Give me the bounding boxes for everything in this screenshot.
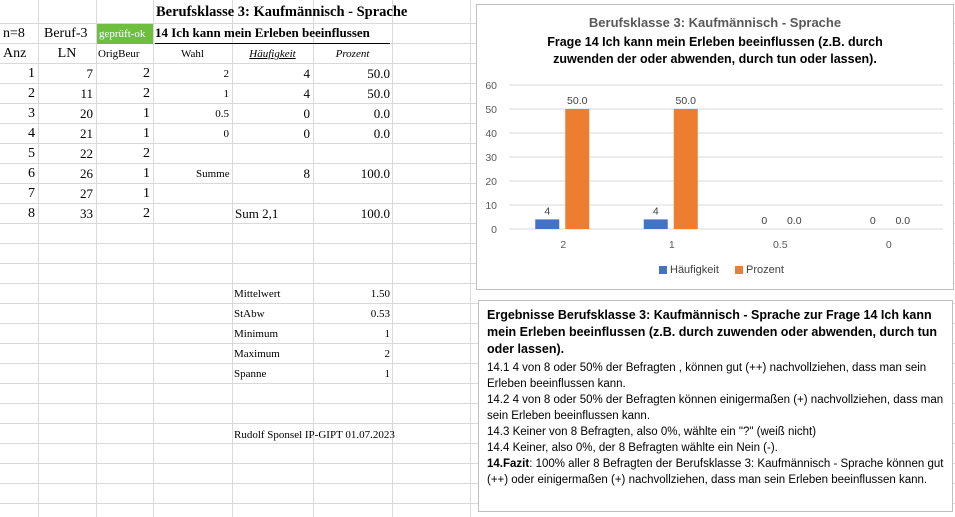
row-ln: 22 (80, 146, 93, 161)
row-origbeur: 2 (143, 206, 150, 221)
row-anz: 2 (28, 86, 35, 101)
freq-prozent: 50.0 (367, 86, 390, 101)
bar-prozent (674, 109, 698, 229)
y-tick-label: 40 (485, 128, 497, 140)
col-ln: LN (57, 46, 77, 61)
y-tick-label: 0 (491, 224, 497, 236)
summe-haeufigkeit: 8 (303, 166, 310, 181)
x-tick-label: 0.5 (772, 239, 788, 251)
legend-label-haeufigkeit: Häufigkeit (670, 264, 719, 276)
data-label: 0.0 (786, 215, 802, 227)
row-anz: 4 (28, 126, 35, 141)
legend-label-prozent: Prozent (746, 264, 784, 276)
question-label: 14 Ich kann mein Erleben beeinflussen (155, 23, 390, 44)
stat-label: Spanne (234, 368, 267, 380)
y-tick-label: 60 (485, 80, 497, 92)
bar-haeufigkeit (535, 219, 559, 229)
row-origbeur: 1 (143, 186, 150, 201)
data-label: 0.0 (895, 215, 911, 227)
result-14-1: 14.1 4 von 8 oder 50% der Befragten , können gut (++) nachvollziehen, dass man sein Erleben beeinflussen kann. (487, 362, 927, 390)
legend-swatch-prozent (735, 266, 743, 274)
y-tick-label: 50 (485, 104, 497, 116)
chart-panel (476, 4, 954, 290)
legend-swatch-haeufigkeit (659, 266, 667, 274)
stat-value: 2 (384, 348, 390, 360)
row-anz: 7 (28, 186, 35, 201)
freq-wahl: 0 (223, 128, 229, 140)
sheet-title: Berufsklasse 3: Kaufmännisch - Sprache (156, 4, 408, 20)
data-label: 50.0 (567, 95, 588, 107)
col-haeufigkeit: Häufigkeit (249, 48, 296, 60)
stat-label: Maximum (234, 348, 280, 360)
stat-value: 0.53 (370, 308, 390, 320)
freq-wahl: 1 (223, 88, 229, 100)
results-textbox (478, 300, 953, 512)
x-tick-label: 0 (885, 239, 892, 251)
sum21-prozent: 100.0 (360, 206, 390, 221)
data-label: 0 (869, 215, 876, 227)
row-origbeur: 2 (143, 146, 150, 161)
data-label: 50.0 (675, 95, 696, 107)
freq-prozent: 50.0 (367, 66, 390, 81)
result-fazit (487, 456, 944, 488)
data-label: 0 (761, 215, 768, 227)
fazit-label: 14.Fazit (487, 458, 530, 470)
row-anz: 8 (28, 206, 35, 221)
result-14-2: 14.2 4 von 8 oder 50% der Befragten können einigermaßen (+) nachvollziehen, dass man sein Erleben beeinflussen kann. (487, 394, 944, 422)
beruf-label: Beruf-3 (44, 26, 88, 41)
stat-value: 1 (384, 368, 390, 380)
row-origbeur: 1 (143, 106, 150, 121)
row-anz: 5 (28, 146, 35, 161)
freq-haeufigkeit: 0 (303, 106, 310, 121)
row-anz: 1 (28, 66, 35, 81)
row-origbeur: 1 (143, 166, 150, 181)
freq-haeufigkeit: 4 (303, 86, 310, 101)
row-ln: 11 (80, 86, 93, 101)
freq-prozent: 0.0 (373, 126, 390, 141)
row-origbeur: 2 (143, 86, 150, 101)
freq-wahl: 0.5 (215, 108, 229, 120)
freq-haeufigkeit: 4 (303, 66, 310, 81)
bar-haeufigkeit (644, 219, 668, 229)
bar-chart (477, 5, 953, 289)
data-label: 4 (544, 205, 551, 218)
bar-prozent (565, 109, 589, 229)
grid-line (470, 0, 471, 517)
fazit-text: : 100% aller 8 Befragten der Berufsklasse 3: Kaufmännisch - Sprache können gut (++) oder einigermaßen (+) nachvollziehen, dass man sein Erleben beeinflussen kann. (487, 458, 944, 486)
author-credit: Rudolf Sponsel IP-GIPT 01.07.2023 (234, 429, 395, 441)
row-anz: 6 (28, 166, 35, 181)
stat-label: Mittelwert (234, 288, 281, 300)
stat-label: StAbw (234, 308, 265, 320)
row-ln: 26 (80, 166, 93, 181)
chart-subtitle-2: zuwenden der oder abwenden, durch tun oder lassen). (553, 52, 877, 66)
row-origbeur: 2 (143, 66, 150, 81)
sum21-label: Sum 2,1 (235, 206, 279, 221)
geprueft-badge: geprüft-ok (97, 24, 153, 44)
result-14-4: 14.4 Keiner, also 0%, der 8 Befragten wählte ein Nein (-). (487, 442, 778, 454)
x-tick-label: 1 (668, 239, 675, 251)
col-anz: Anz (3, 46, 27, 61)
x-tick-label: 2 (560, 239, 567, 251)
summe-prozent: 100.0 (360, 166, 390, 181)
freq-prozent: 0.0 (373, 106, 390, 121)
y-tick-label: 10 (485, 200, 497, 212)
stat-label: Minimum (234, 328, 279, 340)
summe-label: Summe (196, 168, 230, 180)
row-ln: 27 (80, 186, 93, 201)
n-label: n=8 (3, 26, 25, 41)
y-tick-label: 20 (485, 176, 497, 188)
y-tick-label: 30 (485, 152, 497, 164)
chart-title: Berufsklasse 3: Kaufmännisch - Sprache (588, 15, 842, 30)
freq-wahl: 2 (223, 68, 229, 80)
stat-value: 1.50 (370, 288, 390, 300)
row-ln: 7 (86, 66, 93, 81)
result-14-3: 14.3 Keiner von 8 Befragten, also 0%, wählte ein "?" (weiß nicht) (487, 426, 817, 438)
row-origbeur: 1 (143, 126, 150, 141)
row-ln: 33 (80, 206, 93, 221)
col-origbeur: OrigBeur (98, 48, 140, 60)
row-ln: 20 (80, 106, 93, 121)
chart-legend (659, 264, 784, 276)
data-label: 4 (652, 205, 659, 218)
col-wahl: Wahl (181, 48, 204, 60)
row-anz: 3 (28, 106, 35, 121)
freq-haeufigkeit: 0 (303, 126, 310, 141)
results-heading: Ergebnisse Berufsklasse 3: Kaufmännisch - Sprache zur Frage 14 Ich kann mein Erleben beeinflussen (z.B. durch zuwenden oder abwenden, durch tun oder lassen). (487, 308, 938, 356)
chart-subtitle-1: Frage 14 Ich kann mein Erleben beeinflussen (z.B. durch (547, 35, 883, 49)
stat-value: 1 (384, 328, 390, 340)
row-ln: 21 (80, 126, 93, 141)
col-prozent: Prozent (335, 48, 370, 60)
